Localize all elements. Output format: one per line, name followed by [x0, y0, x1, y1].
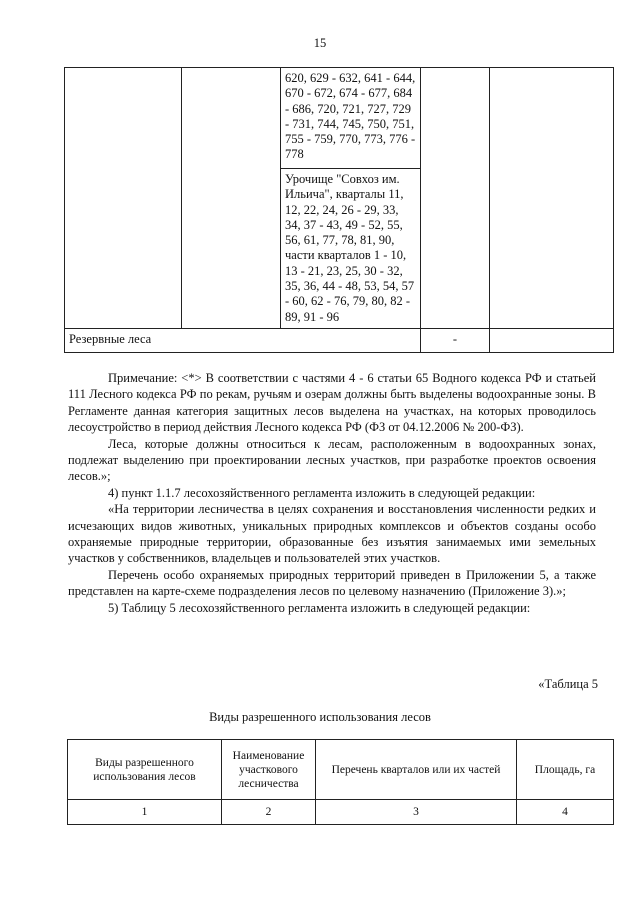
column-header: Виды разрешенного использования лесов: [68, 740, 222, 800]
table-number-row: [68, 800, 614, 825]
forest-category-table: [64, 67, 614, 353]
permitted-use-table: [67, 739, 614, 825]
paragraph: Леса, которые должны относиться к лесам, расположенным в водоохранных зонах, подлежат выделению при проектировании лесных участков, при разработке проектов освоения лесов.»;: [68, 436, 596, 484]
paragraph-note: Примечание: <*> В соответствии с частями 4 - 6 статьи 65 Водного кодекса РФ и статьей 111 Лесного кодекса РФ по рекам, ручьям и озерам должны быть выделены водоохранные зоны. В Регламенте данная категория защитных лесов выделена на участках, на которых проводилось лесоустройство в период действия Лесного кодекса РФ (ФЗ от 04.12.2006 № 200-ФЗ).: [68, 371, 596, 435]
paragraph: 5) Таблицу 5 лесохозяйственного регламента изложить в следующей редакции:: [108, 600, 531, 615]
column-header: Перечень кварталов или их частей: [316, 740, 517, 800]
table-header-row: [68, 740, 614, 800]
table-cell: [421, 68, 490, 329]
column-header: Наименование участкового лесничества: [222, 740, 316, 800]
table-cell-quarters: 620, 629 - 632, 641 - 644, 670 - 672, 674 - 677, 684 - 686, 720, 721, 727, 729 - 731, 744, 745, 750, 751, 755 - 759, 770, 773, 776 - 778: [281, 68, 421, 169]
table-row-reserve: [65, 328, 614, 352]
table-cell: [490, 68, 614, 329]
table-title: Виды разрешенного использования лесов: [209, 710, 431, 724]
body-text: [68, 370, 596, 616]
paragraph: «На территории лесничества в целях сохранения и восстановления численности редких и исчезающих видов животных, уникальных природных комплексов и объектов созданы особо охраняемые природные территории, образованные без изъятия занимаемых ими земельных участков у собственников, владельцев и пользователей этих участков.: [68, 502, 596, 566]
column-number: 3: [316, 800, 517, 825]
table-label: «Таблица 5: [538, 677, 598, 691]
reserve-forests-label: Резервные леса: [65, 328, 421, 352]
column-number: 2: [222, 800, 316, 825]
table-row: [65, 68, 614, 169]
reserve-forests-value: -: [421, 328, 490, 352]
table-cell: [65, 68, 182, 329]
table-cell: [490, 328, 614, 352]
table-cell: [182, 68, 281, 329]
page-number: 15: [313, 36, 327, 50]
table-cell-quarters: Урочище "Совхоз им. Ильича", кварталы 11, 12, 22, 24, 26 - 29, 33, 34, 37 - 43, 49 - 52, 55, 56, 61, 77, 78, 81, 90, части кварталов 1 - 10, 13 - 21, 23, 25, 30 - 32, 35, 36, 44 - 48, 53, 54, 57 - 60, 62 - 76, 79, 80, 82 - 89, 91 - 96: [281, 169, 421, 329]
column-header: Площадь, га: [517, 740, 614, 800]
column-number: 4: [517, 800, 614, 825]
column-number: 1: [68, 800, 222, 825]
paragraph: Перечень особо охраняемых природных территорий приведен в Приложении 5, а также представлен на карте-схеме подразделения лесов по целевому назначению (Приложение 3).»;: [68, 567, 596, 599]
paragraph: 4) пункт 1.1.7 лесохозяйственного регламента изложить в следующей редакции:: [108, 485, 536, 500]
